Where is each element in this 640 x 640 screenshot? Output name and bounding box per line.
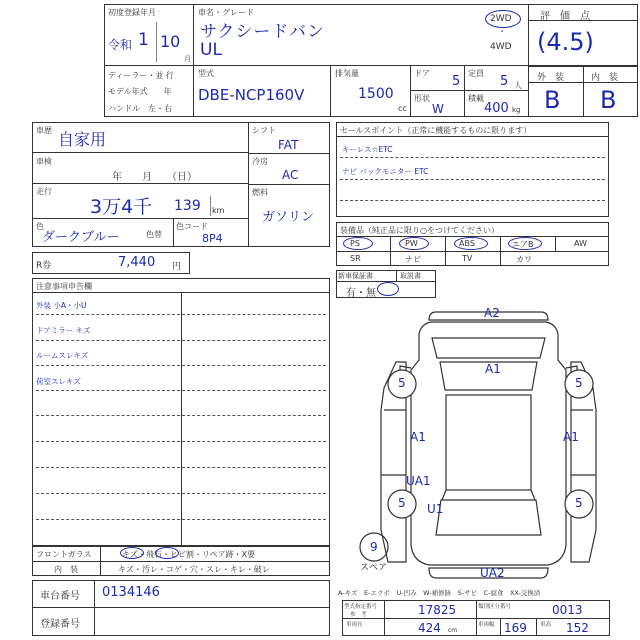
inspection-label: 車検 <box>36 157 52 166</box>
sales-points-title: セールスポイント（正常に機能するものに限ります） <box>340 126 532 135</box>
mark-spare-value: 9 <box>370 540 378 554</box>
displacement-value: 1500 <box>358 86 394 102</box>
capacity-label: 定員 <box>468 69 484 78</box>
ref-label-1: 参 考 <box>350 612 367 618</box>
color-value: ダークブルー <box>42 230 120 245</box>
height-label: 車高 <box>540 622 552 628</box>
sales-line-2: ナビ バックモニター ETC <box>342 167 429 176</box>
month-unit: 月 <box>184 55 191 63</box>
model-year-label: モデル年式 年 <box>108 87 172 96</box>
mark-left-rear-upper: UA1 <box>406 474 431 488</box>
note-line-4: 荷室スレキズ <box>36 377 81 386</box>
note-line-3: ルームスレキズ <box>36 351 89 360</box>
name-grade-label: 車名・グレード <box>198 8 254 17</box>
mark-right-rear-wheel: 5 <box>575 496 583 510</box>
mark-left-front-wheel: 5 <box>398 376 406 390</box>
width-label: 車両幅 <box>478 622 495 628</box>
length-unit: cm <box>448 627 458 634</box>
color-code-label: 色コード <box>176 222 208 231</box>
displacement-label: 排気量 <box>335 69 359 78</box>
car-diagram <box>336 300 636 585</box>
note-line-1: 外装 小A・小U <box>36 301 87 310</box>
exterior-label: 外 装 <box>537 73 565 83</box>
chassis-number: 0134146 <box>102 585 160 600</box>
fuel-label: 燃料 <box>252 188 268 197</box>
shape-label: 形状 <box>414 94 430 103</box>
shift-label: シフト <box>252 126 276 135</box>
equip-airbag: エアB <box>512 240 534 249</box>
reg-label: 登録番号 <box>40 619 80 630</box>
equip-ps: PS <box>350 239 360 248</box>
mark-rear: UA2 <box>480 566 505 580</box>
type-label: 型式 <box>198 69 214 78</box>
dealer-label: ディーラー・並 行 <box>108 71 174 80</box>
recycle-label: R券 <box>36 261 52 271</box>
mileage-value: 3万4千 <box>90 196 153 218</box>
mark-right-front-wheel: 5 <box>575 376 583 390</box>
type-cert-value: 17825 <box>418 603 457 617</box>
mark-spare-label: スペア <box>360 563 388 573</box>
mark-front: A2 <box>484 306 500 320</box>
equip-tv: TV <box>462 254 473 263</box>
eval-label: 評 価 点 <box>540 11 590 22</box>
capacity-value: 5 <box>500 74 509 89</box>
handle-label: ハンドル 左・右 <box>108 104 172 113</box>
note-line-2: ドアミラー キズ <box>36 326 91 335</box>
doors-value: 5 <box>452 74 461 89</box>
equip-leather: カワ <box>516 255 532 264</box>
color-change-label: 色替 <box>146 230 162 239</box>
car-grade: UL <box>200 40 222 60</box>
equip-navi: ナビ <box>405 255 421 264</box>
class-label: 類別区分番号 <box>478 604 512 610</box>
recycle-value: 7,440 <box>118 255 156 270</box>
interior-label: 内 装 <box>591 73 619 83</box>
reg-year: 1 <box>138 30 149 50</box>
sales-line-1: キーレス☆ETC <box>342 145 393 154</box>
equip-abs: ABS <box>459 239 475 248</box>
era-label: 令和 <box>108 38 133 52</box>
equip-aw: AW <box>574 239 587 248</box>
front-glass-text: キズ・飛石・ヒビ割・リペア跡・X要 <box>122 550 256 559</box>
fuel-value: ガソリン <box>262 210 315 225</box>
equipment-title: 装備品（純正品に限り○をつけてください） <box>340 226 499 235</box>
color-code-value: 8P4 <box>202 232 223 245</box>
interior-cond-label: 内 装 <box>54 565 78 574</box>
door-label: ドア <box>414 69 430 78</box>
exterior-grade: B <box>544 86 561 114</box>
drive-dot: ・ <box>498 27 506 36</box>
equip-sr: SR <box>350 254 361 263</box>
shift-value: FAT <box>278 138 299 152</box>
km-unit: km <box>212 206 225 215</box>
mark-left-side: A1 <box>410 430 426 444</box>
ac-label: 冷房 <box>252 157 268 166</box>
type-cert-label: 型式指定番号 <box>344 604 378 610</box>
eval-score: (4.5) <box>537 28 594 56</box>
load-unit: kg <box>512 106 521 114</box>
notes-title: 注意事項申告欄 <box>36 282 92 291</box>
mark-rear-u1: U1 <box>427 502 444 516</box>
reg-month: 10 <box>160 32 181 51</box>
mark-right-side: A1 <box>563 430 579 444</box>
interior-grade: B <box>600 86 617 114</box>
inspection-fields: 年 月 （日） <box>112 172 197 183</box>
manual-label: 取説書 <box>400 272 421 280</box>
usage-value: 自家用 <box>58 130 107 149</box>
usage-label: 車歴 <box>36 126 52 135</box>
warranty-label: 新車保証書 <box>338 272 373 280</box>
width-value: 169 <box>504 621 527 635</box>
cc-unit: cc <box>398 104 407 113</box>
load-label: 積載 <box>468 94 484 103</box>
shape-value: W <box>432 102 444 116</box>
front-glass-label: フロントガラス <box>36 550 92 559</box>
load-value: 400 <box>484 101 509 116</box>
color-label: 色 <box>36 222 44 231</box>
damage-legend: A-キズ E-エクボ U-凹み W-補修跡 S-サビ C-腐食 XX-交換済 <box>338 589 541 597</box>
drive-2wd: 2WD <box>490 14 512 24</box>
model-code: DBE-NCP160V <box>198 86 305 104</box>
car-name: サクシードバン <box>200 22 325 42</box>
equip-pw: PW <box>405 239 418 248</box>
class-value: 0013 <box>552 603 583 617</box>
length-label: 車両長 <box>346 622 363 628</box>
mileage-extra: 139 <box>174 198 201 214</box>
interior-cond-text: キズ・汚レ・コゲ・穴・スレ・キレ・破レ <box>118 565 270 574</box>
capacity-unit: 人 <box>514 81 522 90</box>
mark-hood: A1 <box>485 362 501 376</box>
height-value: 152 <box>566 621 589 635</box>
warranty-value: 有・無 <box>346 288 376 299</box>
chassis-label: 車台番号 <box>40 591 80 602</box>
mark-left-rear-wheel: 5 <box>398 496 406 510</box>
mileage-label: 走行 <box>36 187 52 196</box>
yen-unit: 円 <box>172 262 182 272</box>
first-reg-label: 初度登録年月 <box>108 8 156 17</box>
recycle-section <box>32 252 190 274</box>
length-value: 424 <box>418 621 441 635</box>
drive-4wd: 4WD <box>490 42 512 52</box>
ac-value: AC <box>282 168 299 182</box>
